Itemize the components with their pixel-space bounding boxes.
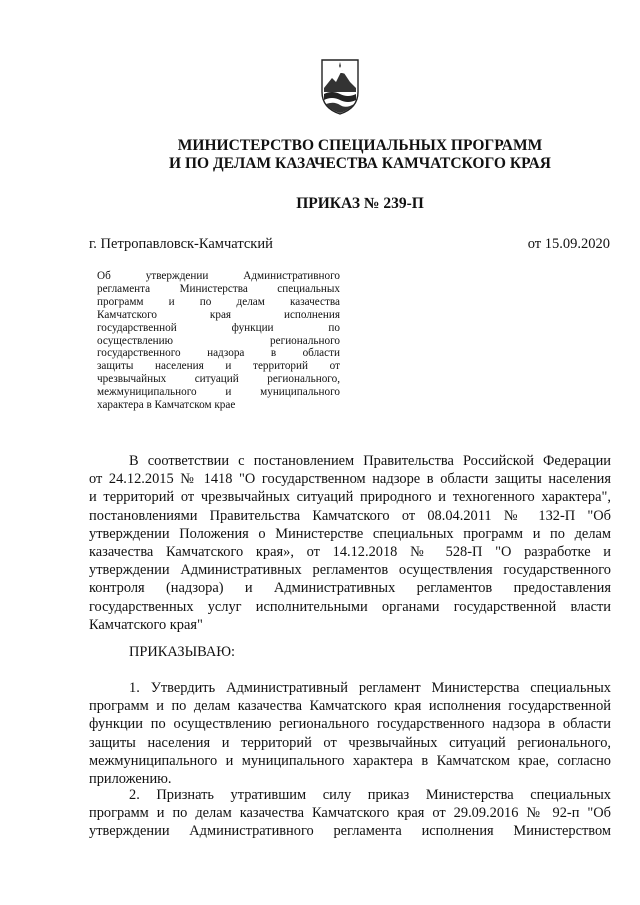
paragraph-line: Камчатского края" (89, 616, 203, 633)
paragraph-line: постановлениями Правительства Камчатского от 08.04.2011 № 132-П "Об (89, 507, 611, 524)
item-1-paragraph (89, 679, 611, 788)
subject-line: межмуниципального и муниципального (97, 386, 340, 399)
subject-line: Об утверждении Административного (97, 270, 340, 282)
paragraph-line: 2. Признать утратившим силу приказ Министерства специальных (129, 787, 611, 803)
paragraph-line: государственных услуг исполнительными органами государственной власти (89, 598, 611, 615)
paragraph-line: программ и по делам казачества Камчатского края исполнения государственной (89, 698, 611, 715)
ministry-name-line1: МИНИСТЕРСТВО СПЕЦИАЛЬНЫХ ПРОГРАММ (177, 137, 543, 154)
paragraph-line: В соответствии с постановлением Правительства Российской Федерации (129, 453, 611, 469)
subject-line: чрезвычайных ситуаций регионального, (97, 373, 340, 386)
item-2-paragraph (89, 786, 611, 841)
directive-word: ПРИКАЗЫВАЮ: (129, 644, 236, 660)
paragraph-line: утверждении Административного регламента исполнения Министерством (89, 823, 611, 840)
order-title: ПРИКАЗ № 239-П (296, 195, 424, 212)
order-directive (89, 643, 611, 661)
subject-line: государственного надзора в области (97, 347, 340, 360)
paragraph-line: межмуниципального и муниципального характера в Камчатском крае, согласно (89, 752, 611, 769)
subject-line: характера в Камчатском крае (97, 399, 236, 412)
subject-line: регламента Министерства специальных (97, 282, 340, 295)
preamble-paragraph (89, 452, 611, 634)
paragraph-line: защиты населения и территорий от чрезвычайных ситуаций регионального, (89, 734, 611, 751)
paragraph-line: функции по осуществлению регионального государственного надзора в области (89, 716, 611, 733)
kamchatka-emblem-icon (320, 58, 360, 116)
issue-city: г. Петропавловск-Камчатский (89, 236, 273, 252)
paragraph-line: казачества Камчатского края», от 14.12.2018 № 528-П "О разработке и (89, 544, 611, 561)
paragraph-line: программ и по делам казачества Камчатского края от 29.09.2016 № 92-п "Об (89, 805, 611, 822)
issue-date: от 15.09.2020 (527, 236, 610, 252)
paragraph-line: утверждении Положения о Министерстве специальных программ и по делам (89, 525, 611, 542)
paragraph-line: и территорий от чрезвычайных ситуаций природного и техногенного характера", (89, 489, 611, 506)
paragraph-line: приложению. (89, 771, 172, 788)
paragraph-line: утверждении Административных регламентов осуществления государственного (89, 562, 611, 579)
order-subject (97, 270, 340, 412)
subject-line: осуществлению регионального (97, 334, 340, 347)
subject-line: государственной функции по (97, 321, 340, 334)
paragraph-line: 1. Утвердить Административный регламент Министерства специальных (129, 680, 611, 696)
paragraph-line: от 24.12.2015 № 1418 "О государственном надзоре в области защиты населения (89, 471, 611, 488)
paragraph-line: контроля (надзора) и Административных регламентов предоставления (89, 580, 611, 597)
ministry-name-line2: И ПО ДЕЛАМ КАЗАЧЕСТВА КАМЧАТСКОГО КРАЯ (169, 155, 551, 172)
subject-line: Камчатского края исполнения (97, 308, 340, 321)
subject-line: защиты населения и территорий от (97, 360, 340, 373)
subject-line: программ и по делам казачества (97, 295, 340, 308)
